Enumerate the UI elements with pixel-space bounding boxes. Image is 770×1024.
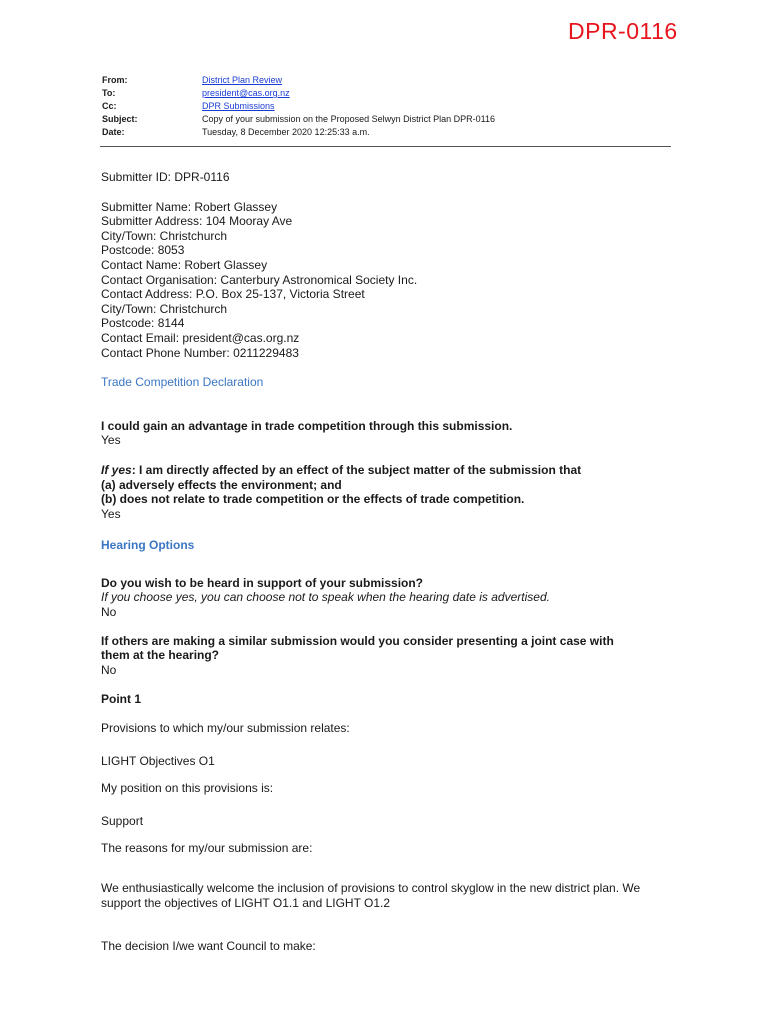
submitter-name: Submitter Name: Robert Glassey (101, 199, 278, 214)
date-label: Date: (102, 127, 125, 137)
trade-question-2-line-a: (a) adversely effects the environment; and (101, 477, 342, 492)
submitter-id: Submitter ID: DPR-0116 (101, 170, 230, 184)
decision-label: The decision I/we want Council to make: (101, 939, 316, 954)
provision-value: LIGHT Objectives O1 (101, 753, 215, 768)
email-header (102, 74, 495, 139)
header-divider (100, 146, 671, 147)
submitter-postcode: Postcode: 8053 (101, 243, 185, 258)
hearing-heading: Hearing Options (101, 538, 195, 553)
trade-heading: Trade Competition Declaration (101, 375, 264, 390)
hearing-answer-2: No (101, 662, 117, 677)
trade-question-2-line-b: (b) does not relate to trade competition or the effects of trade competition. (101, 492, 525, 507)
contact-organisation: Contact Organisation: Canterbury Astronomical Society Inc. (101, 272, 418, 287)
hearing-question-1-note: If you choose yes, you can choose not to speak when the hearing date is advertised. (101, 590, 550, 605)
submitter-details (101, 200, 676, 361)
hearing-question-2-cont: them at the hearing? (101, 648, 220, 663)
header-date-row (102, 126, 495, 139)
trade-question-1: I could gain an advantage in trade competition through this submission. (101, 418, 513, 433)
date-value: Tuesday, 8 December 2020 12:25:33 a.m. (202, 127, 370, 137)
contact-email: Contact Email: president@cas.org.nz (101, 330, 300, 345)
trade-question-2-prefix: If yes (101, 462, 132, 477)
trade-answer-2: Yes (101, 506, 121, 521)
position-label: My position on this provisions is: (101, 781, 274, 796)
trade-question-2 (101, 463, 676, 478)
contact-phone: Contact Phone Number: 0211229483 (101, 345, 299, 360)
trade-answer-1: Yes (101, 433, 121, 448)
from-link[interactable]: District Plan Review (202, 75, 283, 85)
to-link[interactable]: president@cas.org.nz (202, 88, 290, 98)
reason-text: We enthusiastically welcome the inclusion of provisions to control skyglow in the new district plan. We (101, 881, 641, 895)
from-label: From: (102, 75, 128, 85)
header-cc-row (102, 100, 495, 113)
contact-address: Contact Address: P.O. Box 25-137, Victoria Street (101, 287, 365, 302)
subject-label: Subject: (102, 114, 138, 124)
reason-text-cont: support the objectives of LIGHT O1.1 and LIGHT O1.2 (101, 895, 391, 910)
hearing-answer-1: No (101, 605, 117, 620)
contact-city: City/Town: Christchurch (101, 301, 228, 316)
hearing-question-1: Do you wish to be heard in support of your submission? (101, 575, 424, 590)
header-subject-row (102, 113, 495, 126)
point-heading: Point 1 (101, 692, 142, 707)
cc-link[interactable]: DPR Submissions (202, 101, 275, 111)
to-label: To: (102, 88, 116, 98)
subject-value: Copy of your submission on the Proposed Selwyn District Plan DPR-0116 (202, 114, 495, 124)
hearing-question-2: If others are making a similar submission would you consider presenting a joint case with (101, 633, 614, 648)
submitter-city: City/Town: Christchurch (101, 228, 228, 243)
contact-name: Contact Name: Robert Glassey (101, 257, 268, 272)
header-to-row (102, 87, 495, 100)
header-from-row (102, 74, 495, 87)
trade-question-2-text: : I am directly affected by an effect of the subject matter of the submission that (131, 462, 582, 477)
provisions-label: Provisions to which my/our submission relates: (101, 721, 350, 736)
submission-body (101, 170, 676, 954)
document-id-stamp: DPR-0116 (568, 18, 678, 44)
position-value: Support (101, 813, 144, 828)
submitter-address: Submitter Address: 104 Mooray Ave (101, 214, 293, 229)
contact-postcode: Postcode: 8144 (101, 316, 185, 331)
reasons-label: The reasons for my/our submission are: (101, 841, 313, 856)
cc-label: Cc: (102, 101, 117, 111)
